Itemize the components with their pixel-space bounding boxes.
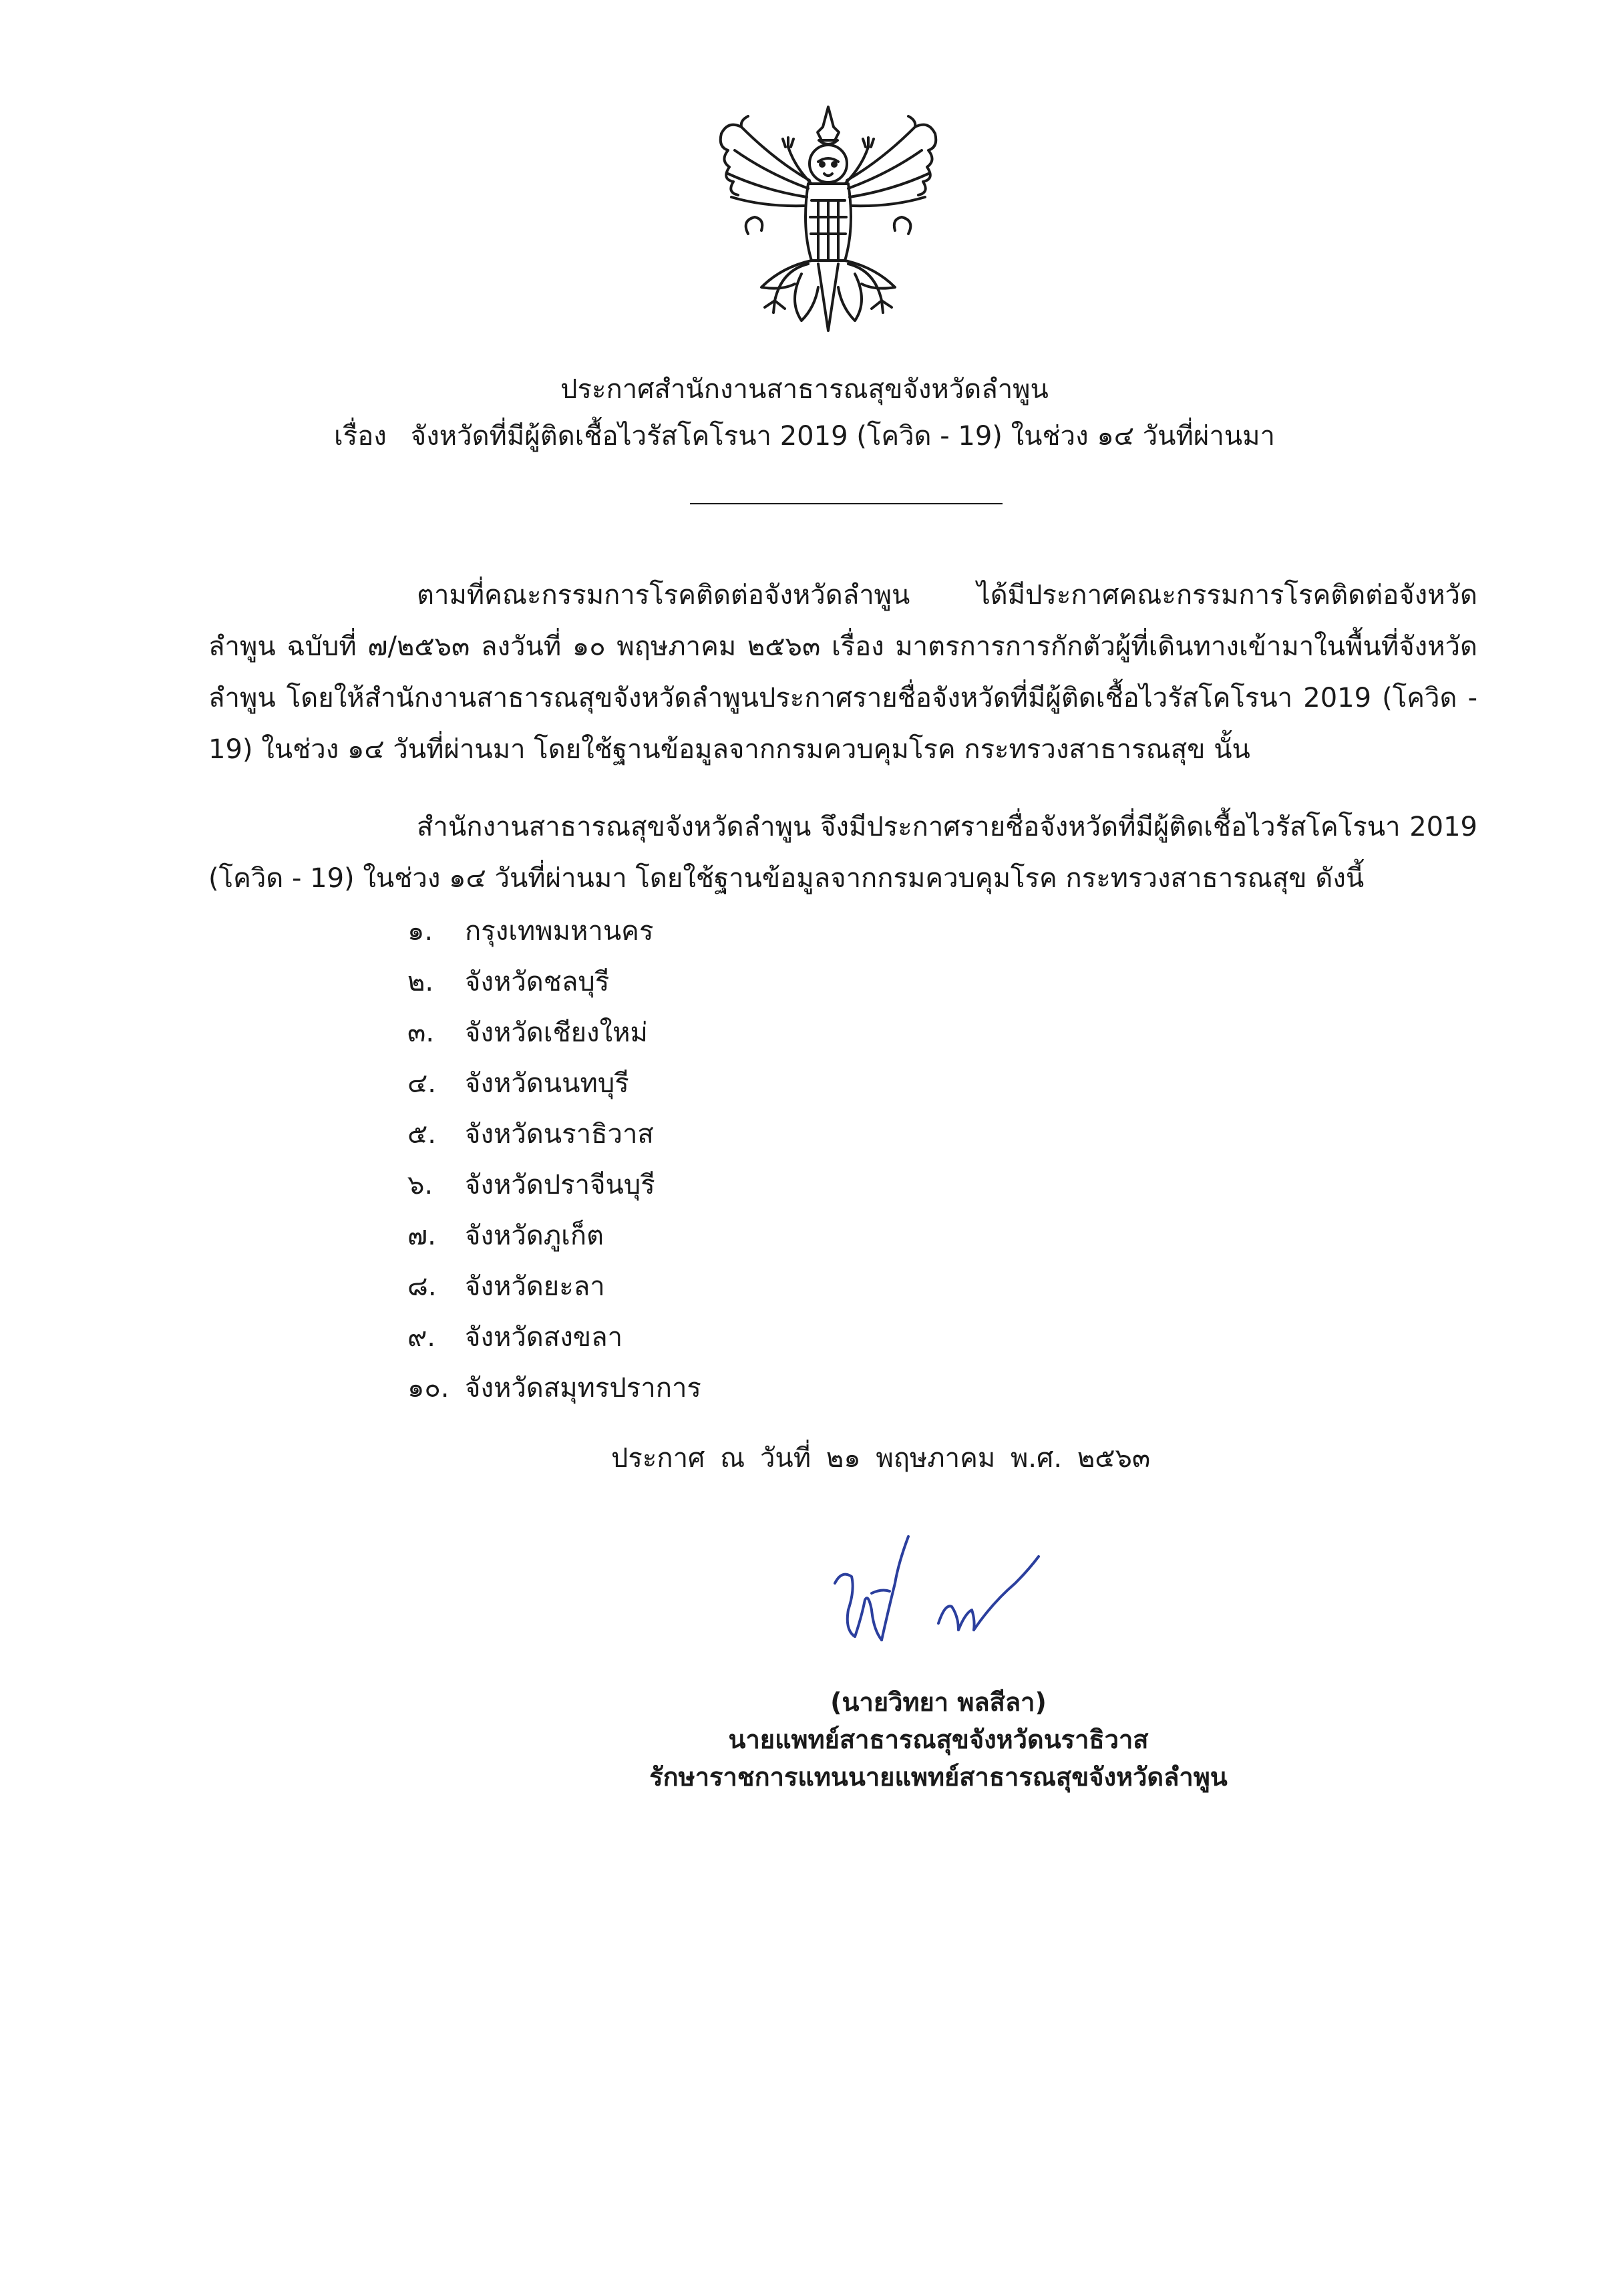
- list-item: [407, 1160, 701, 1210]
- list-item: [407, 1058, 701, 1109]
- province-name: จังหวัดชลบุรี: [465, 967, 610, 997]
- list-item: [407, 1109, 701, 1160]
- list-number: ๔.: [407, 1068, 436, 1099]
- announcement-title: ประกาศสำนักงานสาธารณสุขจังหวัดลำพูน: [560, 374, 1049, 405]
- province-name: จังหวัดยะลา: [465, 1271, 605, 1302]
- list-number: ๕.: [407, 1119, 436, 1150]
- list-number: ๖.: [407, 1170, 433, 1200]
- list-number: ๙.: [407, 1322, 436, 1353]
- list-item: [407, 1312, 701, 1363]
- handwritten-signature-icon: [815, 1530, 1109, 1683]
- list-item: [407, 906, 701, 957]
- province-name: จังหวัดนนทบุรี: [465, 1068, 629, 1099]
- list-item: [407, 1363, 701, 1414]
- province-name: จังหวัดสมุทรปราการ: [465, 1373, 701, 1404]
- province-name: จังหวัดสงขลา: [465, 1322, 623, 1353]
- list-number: ๒.: [407, 967, 434, 997]
- list-item: [407, 1210, 701, 1261]
- province-list: [407, 906, 701, 1414]
- announcement-subject: [0, 418, 1609, 455]
- signature-block: [628, 1683, 1249, 1796]
- body-paragraph-2: สำนักงานสาธารณสุขจังหวัดลำพูน จึงมีประกาศรายชื่อจังหวัดที่มีผู้ติดเชื้อไวรัสโคโรนา 2019 (โควิด - 19) ในช่วง ๑๔ วันที่ผ่านมา โดยใช้ฐานข้อมูลจากกรมควบคุมโรค กระทรวงสาธารณสุข ดังนี้: [208, 812, 1477, 894]
- province-name: กรุงเทพมหานคร: [465, 916, 654, 947]
- list-number: ๑.: [407, 916, 433, 947]
- subject-text: จังหวัดที่มีผู้ติดเชื้อไวรัสโคโรนา 2019 (โควิด - 19) ในช่วง ๑๔ วันที่ผ่านมา: [410, 421, 1275, 452]
- list-item: [407, 1007, 701, 1058]
- garuda-emblem-icon: [701, 100, 955, 341]
- list-item: [407, 957, 701, 1007]
- province-name: จังหวัดปราจีนบุรี: [465, 1170, 655, 1200]
- province-name: จังหวัดนราธิวาส: [465, 1119, 654, 1150]
- list-number: ๗.: [407, 1220, 436, 1251]
- signatory-position: นายแพทย์สาธารณสุขจังหวัดนราธิวาส: [728, 1725, 1149, 1754]
- signatory-name: (นายวิทยา พลสีลา): [830, 1687, 1047, 1717]
- subject-label: เรื่อง: [334, 421, 387, 452]
- title-divider: [690, 503, 1003, 504]
- list-item: [407, 1261, 701, 1312]
- province-name: จังหวัดเชียงใหม่: [465, 1017, 648, 1048]
- signatory-acting-position: รักษาราชการแทนนายแพทย์สาธารณสุขจังหวัดลำพูน: [649, 1762, 1228, 1792]
- province-name: จังหวัดภูเก็ต: [465, 1220, 604, 1251]
- list-number: ๓.: [407, 1017, 435, 1048]
- list-number: ๘.: [407, 1271, 437, 1302]
- body-paragraph-1: ตามที่คณะกรรมการโรคติดต่อจังหวัดลำพูน ได้มีประกาศคณะกรรมการโรคติดต่อจังหวัดลำพูน ฉบับที่ ๗/๒๕๖๓ ลงวันที่ ๑๐ พฤษภาคม ๒๕๖๓ เรื่อง มาตรการการกักตัวผู้ที่เดินทางเข้ามาในพื้นที่จังหวัดลำพูน โดยให้สำนักงานสาธารณสุขจังหวัดลำพูนประกาศรายชื่อจังหวัดที่มีผู้ติดเชื้อไวรัสโคโรนา 2019 (โควิด - 19) ในช่วง ๑๔ วันที่ผ่านมา โดยใช้ฐานข้อมูลจากกรมควบคุมโรค กระทรวงสาธารณสุข นั้น: [208, 580, 1477, 765]
- list-number: ๑๐.: [407, 1373, 450, 1404]
- announcement-date: ประกาศ ณ วันที่ ๒๑ พฤษภาคม พ.ศ. ๒๕๖๓: [611, 1443, 1151, 1474]
